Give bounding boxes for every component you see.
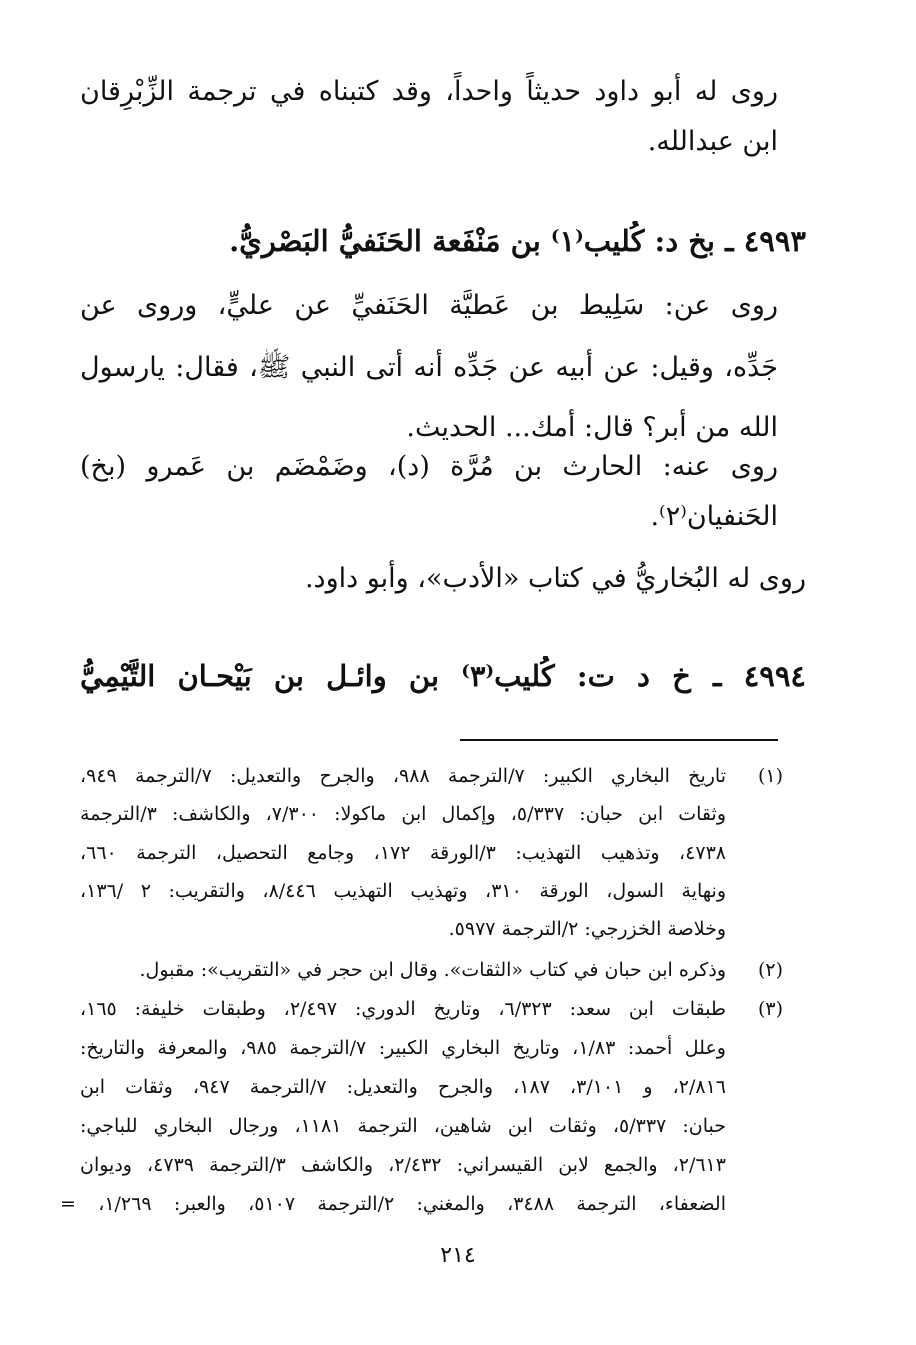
body-line: جَدِّه، وقيل: عن أبيه عن جَدِّه أنه أتى النبي ﷺ، فقال: يارسول [80, 352, 778, 383]
footnote-line: طبقات ابن سعد: ٦/٣٢٣، وتاريخ الدوري: ٢/٤٩٧، وطبقات خليفة: ١٦٥، [80, 998, 726, 1020]
footnote-line: حبان: ٥/٣٣٧، وثقات ابن شاهين، الترجمة ١١٨١، ورجال البخاري للباجي: [80, 1115, 726, 1137]
footnote-line: ٤٧٣٨، وتذهيب التهذيب: ٣/الورقة ١٧٢، وجامع التحصيل، الترجمة ٦٦٠، [80, 842, 726, 864]
footnote-line: وذكره ابن حبان في كتاب «الثقات». وقال ابن حجر في «التقريب»: مقبول. [139, 959, 726, 981]
footnote-number: (١) [757, 765, 783, 787]
body-line: الله من أبر؟ قال: أمك... الحديث. [406, 412, 778, 443]
body-line: روى عنه: الحارث بن مُرَّة (د)، وضَمْضَم بن عَمرو (بخ) [80, 451, 778, 482]
body-line: روى عن: سَلِيط بن عَطيَّة الحَنَفيِّ عن عليٍّ، وروى عن [80, 290, 778, 321]
footnote-line: ٢/٦١٣، والجمع لابن القيسراني: ٢/٤٣٢، والكاشف ٣/الترجمة ٤٧٣٩، وديوان [80, 1154, 726, 1176]
footnote-number: (٣) [757, 998, 783, 1020]
footnote-divider [460, 739, 778, 741]
footnote-line: وخلاصة الخزرجي: ٢/الترجمة ٥٩٧٧. [448, 918, 726, 940]
page-number: ٢١٤ [440, 1243, 476, 1268]
footnote-line: وثقات ابن حبان: ٥/٣٣٧، وإكمال ابن ماكولا: ٧/٣٠٠، والكاشف: ٣/الترجمة [80, 803, 726, 825]
body-line: ابن عبدالله. [647, 126, 778, 157]
entry-heading-4993: ٤٩٩٣ ـ بخ د: كُليب⁽١⁾ بن مَنْفَعة الحَنَفيُّ البَصْريُّ. [229, 224, 806, 258]
footnote-line: الضعفاء، الترجمة ٣٤٨٨، والمغني: ٢/الترجمة ٥١٠٧، والعبر: ١/٢٦٩، = [60, 1193, 726, 1215]
body-line: روى له البُخاريُّ في كتاب «الأدب»، وأبو داود. [304, 563, 806, 594]
footnote-line: تاريخ البخاري الكبير: ٧/الترجمة ٩٨٨، والجرح والتعديل: ٧/الترجمة ٩٤٩، [80, 765, 726, 787]
footnote-line: وعلل أحمد: ١/٨٣، وتاريخ البخاري الكبير: ٧/الترجمة ٩٨٥، والمعرفة والتاريخ: [80, 1037, 726, 1059]
body-line: الحَنفيان⁽٢⁾. [650, 501, 778, 532]
body-line: روى له أبو داود حديثاً واحداً، وقد كتبناه في ترجمة الزِّبْرِقان [80, 76, 778, 107]
footnote-line: ٢/٨١٦، و ٣/١٠١، ١٨٧، والجرح والتعديل: ٧/الترجمة ٩٤٧، وثقات ابن [80, 1076, 726, 1098]
footnote-number: (٢) [757, 959, 783, 981]
footnote-line: ونهاية السول، الورقة ٣١٠، وتهذيب التهذيب ٨/٤٤٦، والتقريب: ٢ /١٣٦، [80, 880, 726, 902]
entry-heading-4994: ٤٩٩٤ ـ خ د ت: كُليب⁽٣⁾ بن وائـل بن بَيْحـان التَّيْمِيُّ [80, 659, 806, 693]
